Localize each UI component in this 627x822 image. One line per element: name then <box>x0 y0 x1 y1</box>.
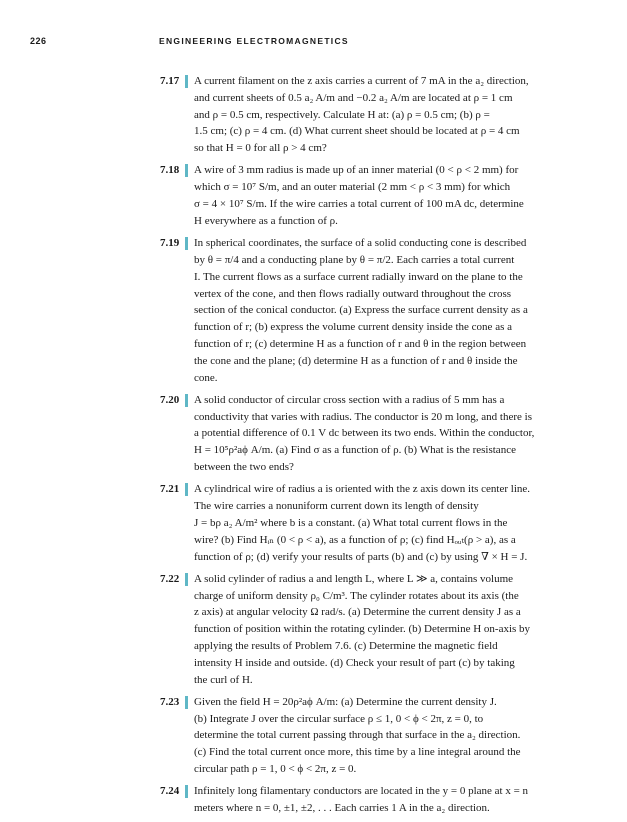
problem-text-line: The wire carries a nonuniform current down its length of density <box>194 500 479 513</box>
running-head: ENGINEERING ELECTROMAGNETICS <box>159 36 349 46</box>
problem-text-line: H everywhere as a function of ρ. <box>194 214 338 227</box>
problem-marker-icon <box>185 483 188 496</box>
problem-text-line: H = 10⁵ρ²aϕ A/m. (a) Find σ as a function of ρ. (b) What is the resistance <box>194 444 516 457</box>
problem-text <box>194 481 574 565</box>
problem-text-line: the cone and the plane; (d) determine H as a function of r and θ inside the <box>194 354 518 367</box>
problem-text-line: Given the field H = 20ρ²aϕ A/m: (a) Determine the current density J. <box>194 695 497 708</box>
problem-text-line: function of position within the rotating cylinder. (b) Determine H on-axis by <box>194 623 531 636</box>
problem-number: 7.22 <box>160 572 180 585</box>
problem-text-line: I. The current flows as a surface current radially inward on the plane to the <box>194 270 523 283</box>
problem-text-line: J = bρ a₂ A/m² where b is a constant. (a) What total current flows in the <box>194 516 508 529</box>
problem-text-line: section of the conical conductor. (a) Express the surface current density as a <box>194 304 528 317</box>
problem-text <box>194 235 574 386</box>
problem-text-line: A current filament on the z axis carries a current of 7 mA in the a₂ direction, <box>194 75 529 87</box>
problem-text-line: A wire of 3 mm radius is made up of an inner material (0 < ρ < 2 mm) for <box>194 164 519 177</box>
problem-text-line: between the two ends? <box>194 461 294 474</box>
problem-text-line: and ρ = 0.5 cm, respectively. Calculate H at: (a) ρ = 0.5 cm; (b) ρ = <box>194 108 490 121</box>
page-number: 226 <box>30 36 47 46</box>
problem-item <box>0 162 627 229</box>
problem-item <box>0 392 627 476</box>
problem-text-line: (b) Integrate J over the circular surface ρ ≤ 1, 0 < ϕ < 2π, z = 0, to <box>194 712 484 725</box>
problem-number: 7.20 <box>160 393 180 406</box>
problem-number: 7.17 <box>160 75 180 87</box>
problem-marker-icon <box>185 573 188 586</box>
problem-item <box>0 571 627 689</box>
problem-number: 7.23 <box>160 695 180 708</box>
problem-text-line: wire? (b) Find Hᵢₙ (0 < ρ < a), as a function of ρ; (c) find Hₒᵤₜ(ρ > a), as a <box>194 533 516 546</box>
problem-text <box>194 571 574 689</box>
problem-number: 7.21 <box>160 483 180 496</box>
problem-text <box>194 73 574 157</box>
problem-text-line: applying the results of Problem 7.6. (c) Determine the magnetic field <box>194 640 498 652</box>
problem-text-line: meters where n = 0, ±1, ±2, . . . Each carries 1 A in the a₂ direction. <box>194 802 490 815</box>
problem-text-line: function of ρ; (d) verify your results of parts (b) and (c) by using ∇ × H = J. <box>194 550 528 563</box>
problem-item <box>0 783 627 817</box>
problem-text-line: the curl of H. <box>194 673 253 686</box>
problem-text-line: function of r; (c) determine H as a function of r and θ in the region between <box>194 337 527 350</box>
problem-text-line: function of r; (b) express the volume current density inside the cone as a <box>194 321 512 334</box>
page-header <box>0 36 627 50</box>
problem-text-line: In spherical coordinates, the surface of a solid conducting cone is described <box>194 237 527 250</box>
problem-text-line: circular path ρ = 1, 0 < ϕ < 2π, z = 0. <box>194 763 357 776</box>
problem-text <box>194 694 574 778</box>
problem-text-line: determine the total current passing through that surface in the a₂ direction. <box>194 729 521 742</box>
problem-text-line: vertex of the cone, and then flows radially outward throughout the cross <box>194 287 512 300</box>
problem-marker-icon <box>185 75 188 88</box>
problem-text <box>194 392 574 476</box>
problem-marker-icon <box>185 785 188 798</box>
problem-item <box>0 481 627 565</box>
problem-text <box>194 162 574 229</box>
problem-text-line: z axis) at angular velocity Ω rad/s. (a) Determine the current density J as a <box>194 606 521 619</box>
problem-item <box>0 694 627 778</box>
problem-text-line: conductivity that varies with radius. The conductor is 20 m long, and there is <box>194 410 532 423</box>
problem-text-line: 1.5 cm; (c) ρ = 4 cm. (d) What current sheet should be located at ρ = 4 cm <box>194 125 520 138</box>
problem-text-line: Infinitely long filamentary conductors are located in the y = 0 plane at x = n <box>194 785 529 798</box>
problem-text-line: charge of uniform density ρ₀ C/m³. The cylinder rotates about its axis (the <box>194 589 519 602</box>
problem-text-line: A solid cylinder of radius a and length L, where L ≫ a, contains volume <box>194 572 514 585</box>
problem-text-line: A solid conductor of circular cross section with a radius of 5 mm has a <box>194 393 505 406</box>
problem-text <box>194 783 574 817</box>
problem-text-line: cone. <box>194 371 218 384</box>
problem-marker-icon <box>185 696 188 709</box>
problem-text-line: intensity H inside and outside. (d) Check your result of part (c) by taking <box>194 656 515 669</box>
problem-text-line: which σ = 10⁷ S/m, and an outer material (2 mm < ρ < 3 mm) for which <box>194 181 511 194</box>
problem-list <box>0 73 627 822</box>
problem-text-line: σ = 4 × 10⁷ S/m. If the wire carries a total current of 100 mA dc, determine <box>194 198 524 211</box>
problem-marker-icon <box>185 394 188 407</box>
problem-marker-icon <box>185 237 188 250</box>
problem-item <box>0 73 627 157</box>
problem-text-line: and current sheets of 0.5 a₂ A/m and −0.2 a₂ A/m are located at ρ = 1 cm <box>194 91 513 104</box>
problem-text-line: a potential difference of 0.1 V dc between its two ends. Within the conductor, <box>194 427 535 440</box>
problem-number: 7.18 <box>160 164 180 177</box>
problem-text-line: (c) Find the total current once more, this time by a line integral around the <box>194 746 521 759</box>
problem-marker-icon <box>185 164 188 177</box>
problem-number: 7.19 <box>160 237 180 250</box>
problem-item <box>0 235 627 386</box>
problem-text-line: A cylindrical wire of radius a is oriented with the z axis down its center line. <box>194 483 531 496</box>
problem-number: 7.24 <box>160 785 180 798</box>
problem-text-line: by θ = π/4 and a conducting plane by θ = π/2. Each carries a total current <box>194 253 515 266</box>
problem-text-line: so that H = 0 for all ρ > 4 cm? <box>194 142 327 155</box>
